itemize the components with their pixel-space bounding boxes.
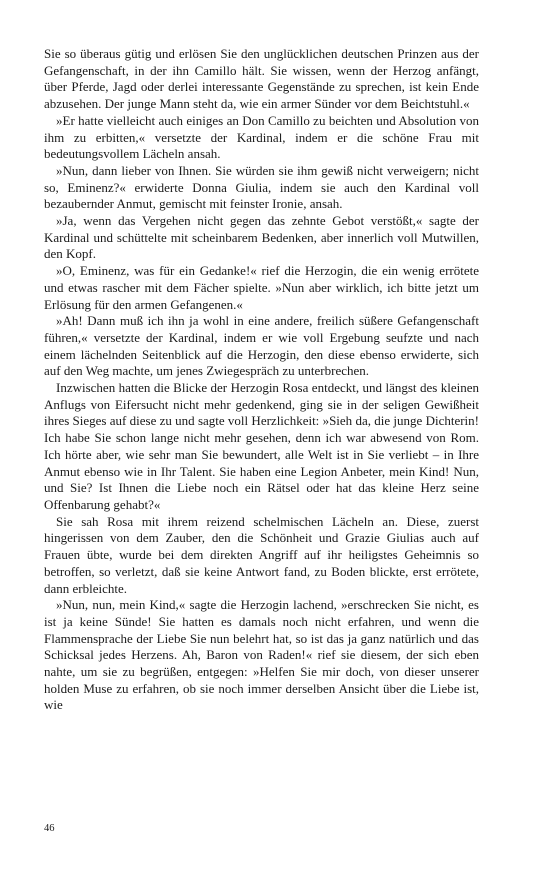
paragraph: Sie so überaus gütig und erlösen Sie den unglücklichen deutschen Prinzen aus der Gefangenschaft, in der ihn Camillo hält. Sie wissen, wenn der Herzog anfängt, über Pferde, Jagd oder derlei interessante Gegenstände zu sprechen, ist kein Ende abzusehen. Der junge Mann steht da, wie ein armer Sünder vor dem Beichtstuhl.«	[44, 46, 479, 112]
paragraph: »Nun, dann lieber von Ihnen. Sie würden sie ihm gewiß nicht verweigern; nicht so, Eminenz?« erwiderte Donna Giulia, indem sie auch den Kardinal voll bezaubernder Anmut, gemischt mit feinster Ironie, ansah.	[44, 162, 479, 212]
page-text-block	[44, 46, 479, 714]
paragraph: Sie sah Rosa mit ihrem reizend schelmischen Lächeln an. Diese, zuerst hingerissen von dem Zauber, den die Schönheit und Grazie Giulias auch auf Frauen übte, wurde bei dem direkten Angriff auf ihr heiligstes Geheimnis so betroffen, so verletzt, daß sie keine Antwort fand, zu Boden blickte, erst errötete, dann erbleichte.	[44, 513, 479, 596]
paragraph: »Ah! Dann muß ich ihn ja wohl in eine andere, freilich süßere Gefangenschaft führen,« versetzte der Kardinal, indem er wie voll Ergebung seufzte und nach einem lächelnden Seitenblick auf die Herzogin, den diese ebenso erwiderte, sich auf den Weg machte, um jenes Zwiegespräch zu unterbrechen.	[44, 313, 479, 379]
paragraph: »Ja, wenn das Vergehen nicht gegen das zehnte Gebot verstößt,« sagte der Kardinal und schüttelte mit scheinbarem Bedenken, aber innerlich voll Mutwillen, den Kopf.	[44, 213, 479, 262]
page-number: 46	[44, 823, 55, 834]
paragraph: »Er hatte vielleicht auch einiges an Don Camillo zu beichten und Absolution von ihm zu erbitten,« versetzte der Kardinal, indem er die schöne Frau mit bedeutungsvollem Lächeln ansah.	[44, 112, 479, 162]
paragraph: »Nun, nun, mein Kind,« sagte die Herzogin lachend, »erschrecken Sie nicht, es ist ja keine Sünde! Sie hatten es damals noch nicht erfahren, und wenn die Flammensprache der Liebe Sie nun belehrt hat, so ist das ja ganz natürlich und das Schicksal jedes Herzens. Ah, Baron von Raden!« rief sie diesem, der sich eben nahte, um sie zu begrüßen, entgegen: »Helfen Sie mir doch, von dieser unserer holden Muse zu erfahren, ob sie noch immer derselben Ansicht über die Liebe ist, wie	[44, 597, 479, 713]
paragraph: Inzwischen hatten die Blicke der Herzogin Rosa entdeckt, und längst des kleinen Anflugs von Eifersucht nicht mehr gedenkend, ging sie in der seligen Gewißheit ihres Sieges auf diese zu und sagte voll Herzlichkeit: »Sieh da, die junge Dichterin! Ich habe Sie schon lange nicht mehr gesehen, denn ich war abwesend von Rom. Ich hörte aber, wie sehr man Sie bewundert, alle Welt ist in Sie verliebt – in Ihre Anmut ebenso wie in Ihr Talent. Sie haben eine Legion Anbeter, mein Kind! Nun, und Sie? Ist Ihnen die Liebe noch ein Rätsel oder hat das kleine Herz seine Offenbarung gehabt?«	[44, 380, 479, 512]
paragraph: »O, Eminenz, was für ein Gedanke!« rief die Herzogin, die ein wenig errötete und etwas rascher mit dem Fächer spielte. »Nun aber wirklich, ich bitte jetzt um Erlösung für den armen Gefangenen.«	[44, 263, 479, 312]
